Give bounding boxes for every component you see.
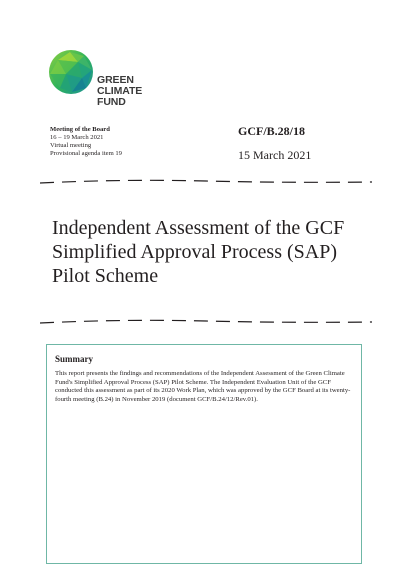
summary-box [46, 344, 362, 564]
gcf-logo [48, 48, 148, 108]
top-divider [40, 178, 372, 186]
document-date: 15 March 2021 [238, 148, 312, 162]
meeting-venue: Virtual meeting [50, 142, 92, 149]
gcf-globe-icon [48, 48, 94, 96]
logo-wordmark [97, 75, 142, 108]
summary-text: This report presents the findings and recommendations of the Independent Assessment of the Green Climate Fund's Simplified Approval Process (SAP) Pilot Scheme. The Independent Evaluation Unit of the GCF conducted this assessment as part of its 2020 Work Plan, which was approved by the GCF Board at its twenty-fourth meeting (B.24) in November 2019 (document GCF/B.24/12/Rev.01). [55, 370, 351, 403]
summary-heading: Summary [55, 354, 93, 364]
logo-line-1: GREEN [97, 74, 134, 86]
document-number: GCF/B.28/18 [238, 124, 306, 138]
meeting-name: Meeting of the Board [50, 126, 110, 133]
logo-line-2: CLIMATE [97, 85, 143, 97]
meeting-dates: 16 – 19 March 2021 [50, 134, 104, 141]
logo-line-3: FUND [97, 96, 126, 108]
bottom-divider [40, 318, 372, 326]
agenda-item: Provisional agenda item 19 [50, 150, 122, 157]
page-title: Independent Assessment of the GCF Simplified Approval Process (SAP) Pilot Scheme [52, 217, 345, 287]
meeting-metadata [50, 126, 220, 158]
